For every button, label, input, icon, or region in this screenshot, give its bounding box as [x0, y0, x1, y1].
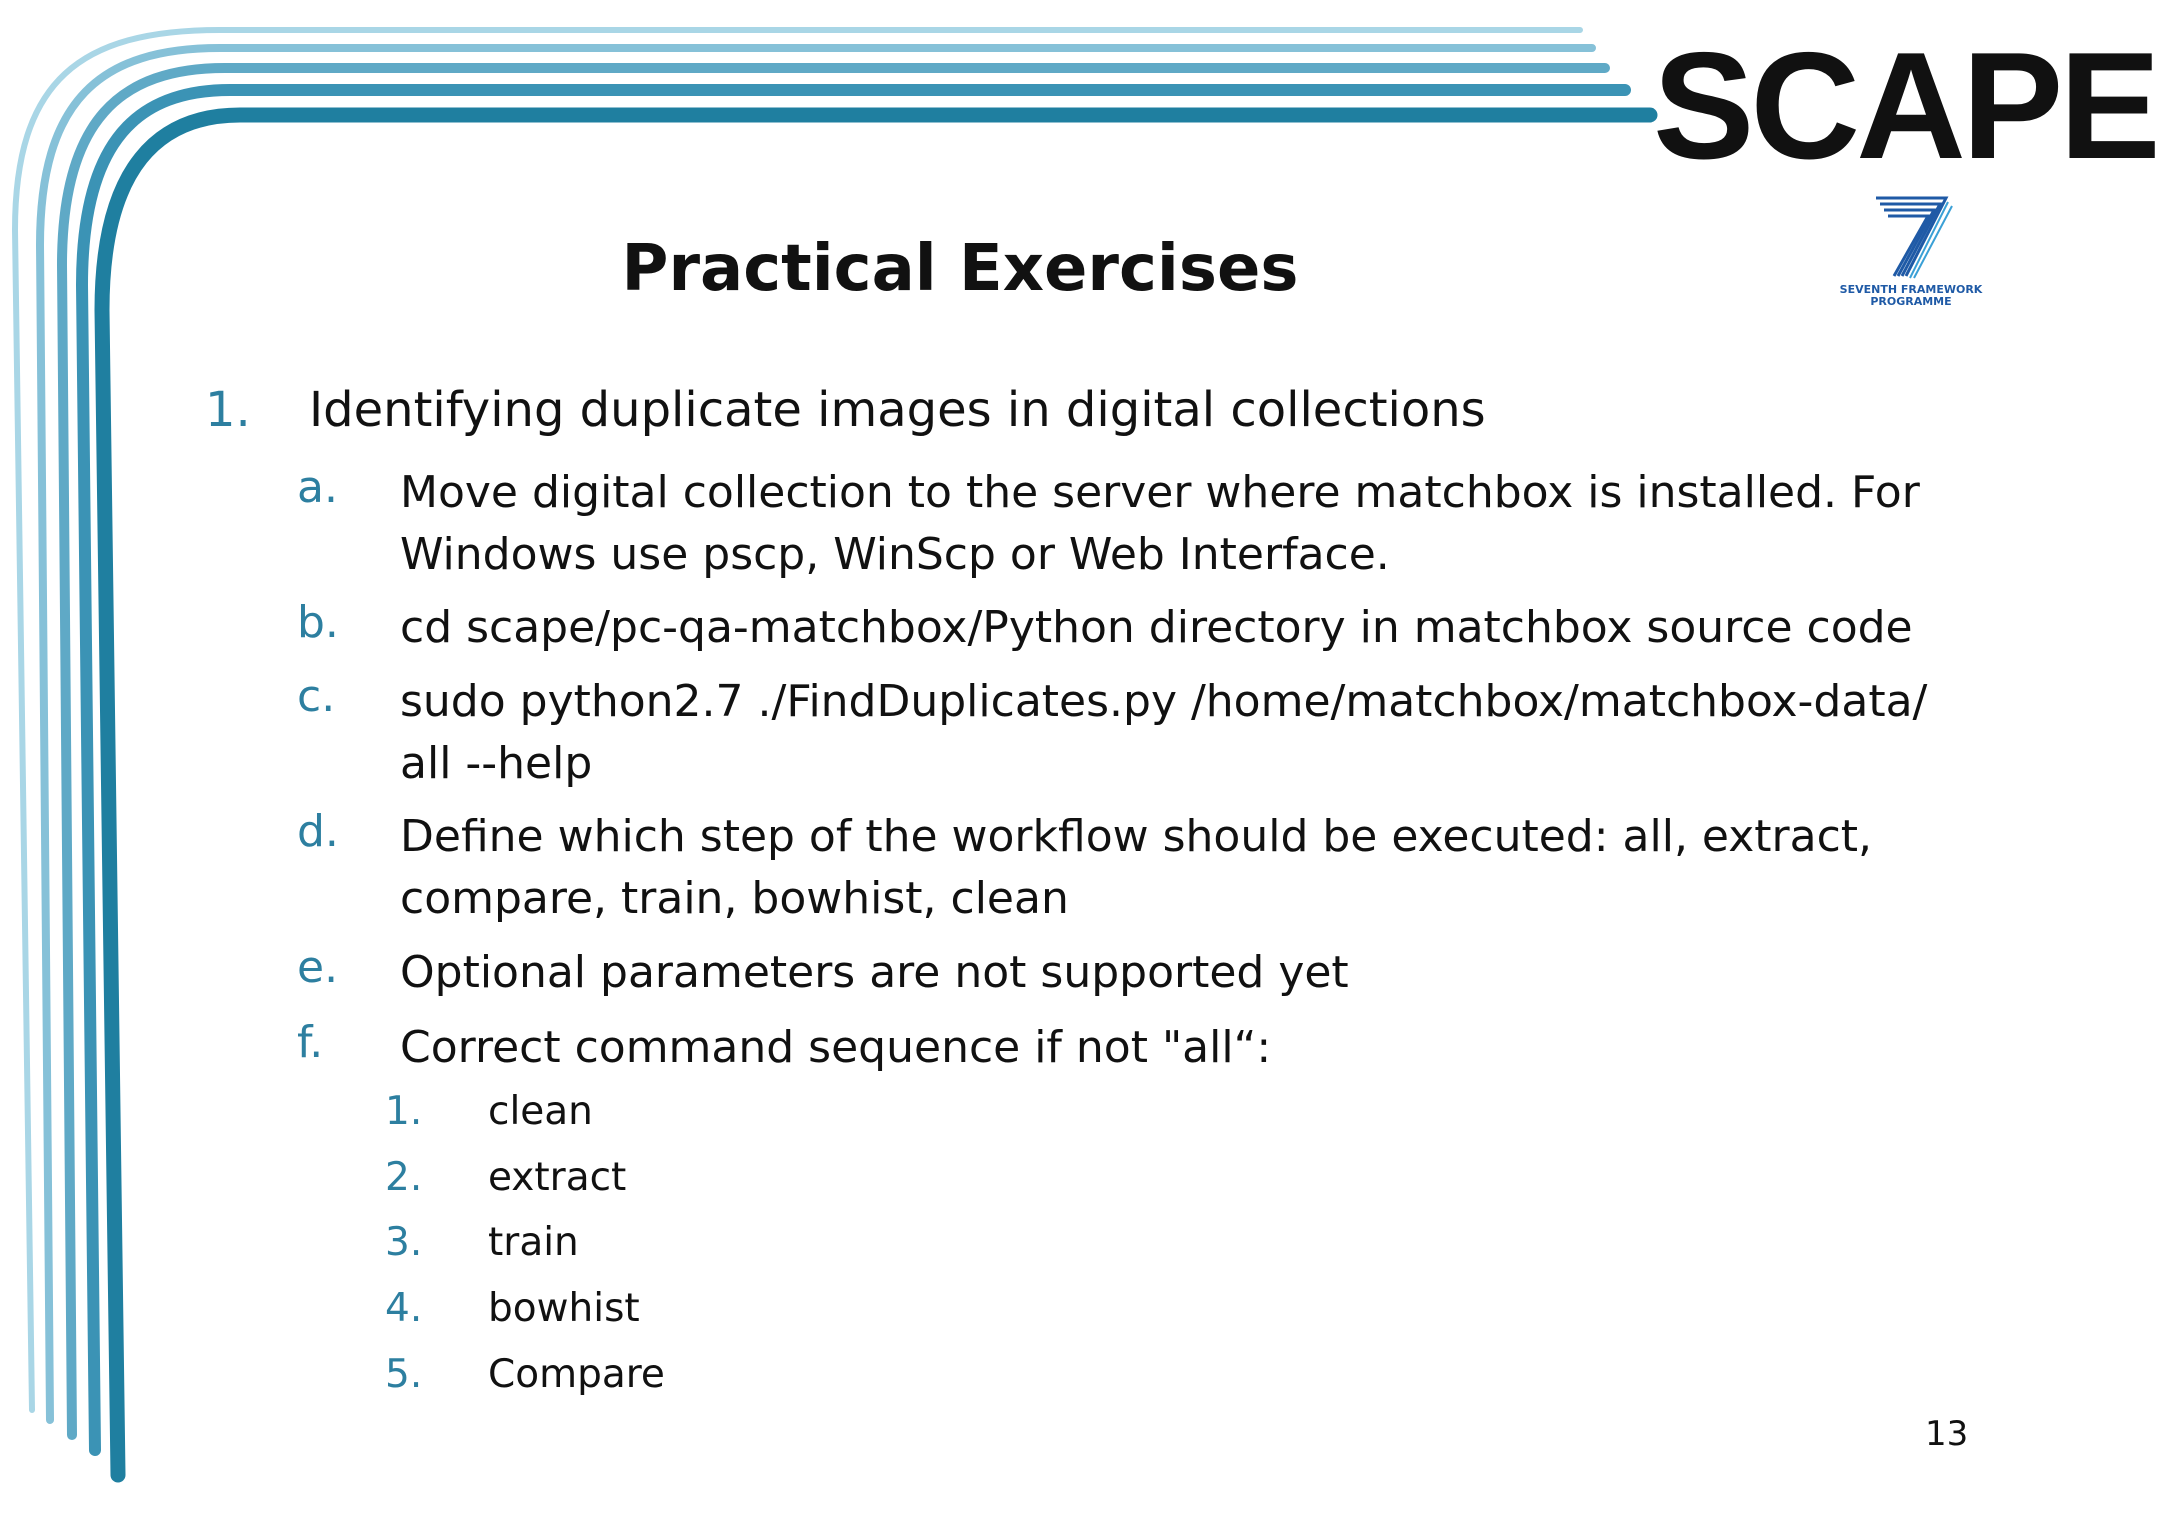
sequence-step-number: 3. [385, 1220, 423, 1265]
fp7-logo [1836, 188, 1986, 314]
scape-logo: SCAPE [1653, 21, 2157, 191]
sequence-step-text: clean [488, 1089, 593, 1134]
sub-item-letter: f. [297, 1017, 324, 1068]
sub-item-text: cd scape/pc-qa-matchbox/Python directory in matchbox source code [400, 602, 1913, 653]
fp7-logo-line1: SEVENTH FRAMEWORK [1839, 283, 1983, 296]
page-number: 13 [1925, 1414, 1969, 1454]
sequence-step-number: 5. [385, 1352, 423, 1397]
main-item-text: Identifying duplicate images in digital collections [309, 382, 1486, 438]
sub-item-text: Correct command sequence if not "all“: [400, 1022, 1272, 1073]
sequence-step-number: 1. [385, 1089, 423, 1134]
slide-title: Practical Exercises [621, 232, 1299, 306]
sequence-step-number: 4. [385, 1286, 423, 1331]
sequence-step-number: 2. [385, 1155, 423, 1200]
sub-item-text: sudo python2.7 ./FindDuplicates.py /home/matchbox/matchbox-data/ all --help [400, 676, 1928, 789]
main-item-number: 1. [205, 382, 251, 438]
sequence-step-text: bowhist [488, 1286, 640, 1331]
fp7-seven-icon [1836, 188, 1986, 288]
sub-item-text: Optional parameters are not supported yet [400, 947, 1349, 998]
sub-item-letter: e. [297, 942, 339, 993]
sub-item-text: Define which step of the workflow should be executed: all, extract, compare, train, bowhist, clean [400, 811, 1873, 924]
sequence-step-text: extract [488, 1155, 627, 1200]
sub-item-letter: b. [297, 597, 339, 648]
sub-item-letter: c. [297, 671, 336, 722]
sequence-step-text: train [488, 1220, 579, 1265]
sequence-step-text: Compare [488, 1352, 665, 1397]
sub-item-text: Move digital collection to the server where matchbox is installed. For Windows use pscp, WinScp or Web Interface. [400, 467, 1920, 580]
fp7-logo-line2: PROGRAMME [1870, 295, 1952, 308]
sub-item-letter: a. [297, 462, 338, 513]
sub-item-letter: d. [297, 806, 339, 857]
